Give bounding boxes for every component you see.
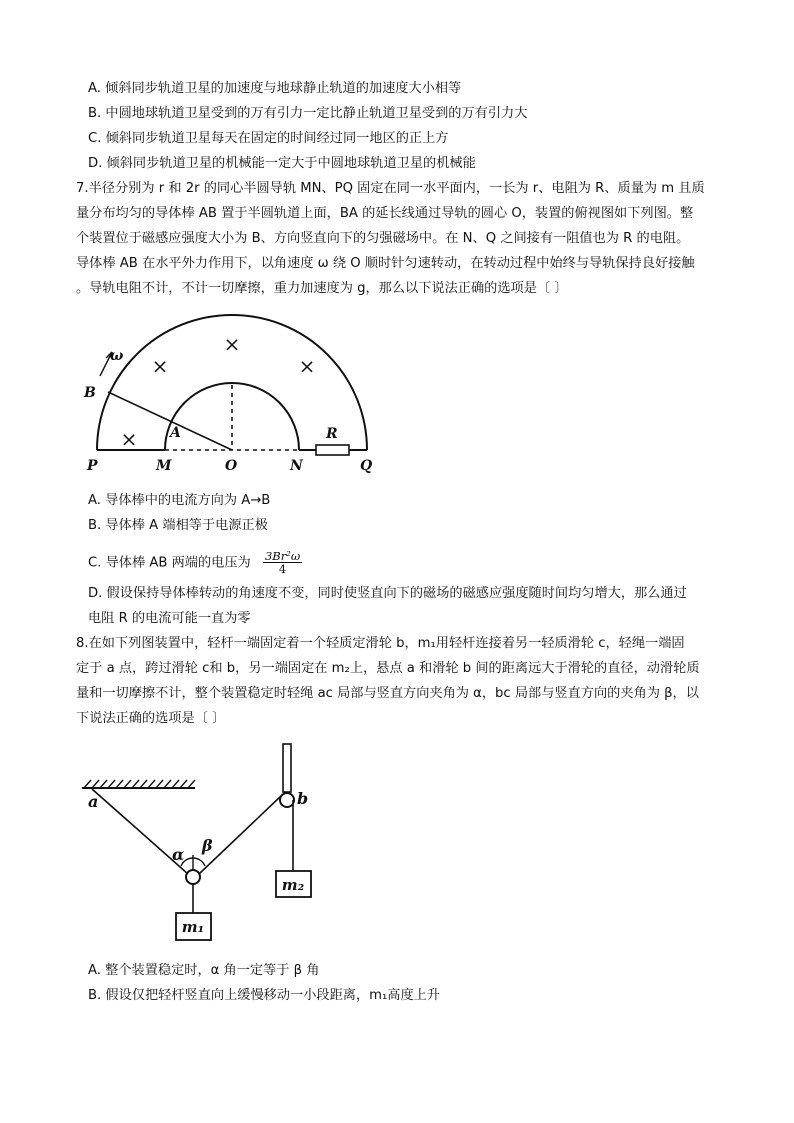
q7-stem-line-3: 个装置位于磁感应强度大小为 B、方向竖直向下的匀强磁场中。在 N、Q 之间接有一阻值也为 R 的电阻。 <box>76 231 690 246</box>
label-o: O <box>225 458 238 474</box>
q7-stem-line-5: 。导轨电阻不计，不计一切摩擦，重力加速度为 g，那么以下说法正确的选项是〔 〕 <box>76 281 568 296</box>
q7-option-c-text: C. 导体棒 AB 两端的电压为 <box>88 555 251 571</box>
q7-option-a: A. 导体棒中的电流方向为 A→B <box>88 493 271 508</box>
field-cross: × <box>151 354 169 378</box>
label-p: P <box>87 458 98 474</box>
q6-option-d: D. 倾斜同步轨道卫星的机械能一定大于中圆地球轨道卫星的机械能 <box>88 156 476 171</box>
q8-option-b: B. 假设仅把轻杆竖直向上缓慢移动一小段距离，m₁高度上升 <box>88 988 441 1003</box>
label-n: N <box>290 458 303 474</box>
rope-cb <box>199 796 281 874</box>
q6-option-a: A. 倾斜同步轨道卫星的加速度与地球静止轨道的加速度大小相等 <box>88 81 462 96</box>
q8-stem-line-1: 8.在如下列图装置中，轻杆一端固定着一个轻质定滑轮 b，m₁用轻杆连接着另一轻质滑轮 c，轻绳一端固 <box>76 636 685 651</box>
fraction-numerator: 3Br²ω <box>264 549 301 563</box>
label-m1: m₁ <box>181 918 205 936</box>
field-cross: × <box>223 332 241 356</box>
q8-stem-line-2: 定于 a 点，跨过滑轮 c和 b，另一端固定在 m₂上，悬点 a 和滑轮 b 间的距离远大于滑轮的直径，动滑轮质 <box>76 661 700 676</box>
label-a: A <box>170 425 181 441</box>
q7-option-c-fraction <box>263 550 302 575</box>
ceiling-hatching <box>84 780 195 788</box>
q8-option-a: A. 整个装置稳定时，α 角一定等于 β 角 <box>88 963 320 978</box>
resistor <box>316 445 349 455</box>
label-b: b <box>297 789 309 808</box>
q7-stem-line-4: 导体棒 AB 在水平外力作用下，以角速度 ω 绕 O 顺时针匀速转动，在转动过程中始终与导轨保持良好接触 <box>76 256 695 271</box>
label-beta: β <box>202 836 213 855</box>
label-r: R <box>326 426 338 442</box>
fraction-denominator: 4 <box>278 562 287 576</box>
label-m2: m₂ <box>281 876 305 894</box>
q8-stem-line-3: 量和一切摩擦不计，整个装置稳定时轻绳 ac 局部与竖直方向夹角为 α，bc 局部与竖直方向的夹角为 β，以 <box>76 686 699 701</box>
pulley-b <box>280 793 294 807</box>
q7-figure <box>80 305 390 480</box>
label-b: B <box>84 385 96 401</box>
q7-stem-line-1: 7.半径分别为 r 和 2r 的同心半圆导轨 MN、PQ 固定在同一水平面内，一长为 r、电阻为 R、质量为 m 且质 <box>76 181 705 196</box>
field-cross: × <box>120 427 138 451</box>
q7-option-d-line-2: 电阻 R 的电流可能一直为零 <box>88 611 251 626</box>
label-q: Q <box>360 458 373 474</box>
q8-stem-line-4: 下说法正确的选项是〔 〕 <box>76 711 226 726</box>
pulley-c <box>186 870 200 884</box>
q7-option-c <box>88 550 302 575</box>
label-omega: ω <box>110 348 124 364</box>
label-a: a <box>88 792 99 811</box>
fixed-rod <box>283 744 291 792</box>
q7-stem-line-2: 量分布均匀的导体棒 AB 置于半圆轨道上面，BA 的延长线通过导轨的圆心 O，装置的俯视图如下列图。整 <box>76 206 694 221</box>
q8-figure <box>72 738 332 948</box>
label-m: M <box>156 458 172 474</box>
label-alpha: α <box>172 845 185 864</box>
q7-option-d-line-1: D. 假设保持导体棒转动的角速度不变，同时使竖直向下的磁场的磁感应强度随时间均匀增大，那么通过 <box>88 586 687 601</box>
q6-option-b: B. 中圆地球轨道卫星受到的万有引力一定比静止轨道卫星受到的万有引力大 <box>88 106 528 121</box>
q6-option-c: C. 倾斜同步轨道卫星每天在固定的时间经过同一地区的正上方 <box>88 131 449 146</box>
field-cross: × <box>298 354 316 378</box>
q7-option-b: B. 导体棒 A 端相等于电源正极 <box>88 518 268 533</box>
